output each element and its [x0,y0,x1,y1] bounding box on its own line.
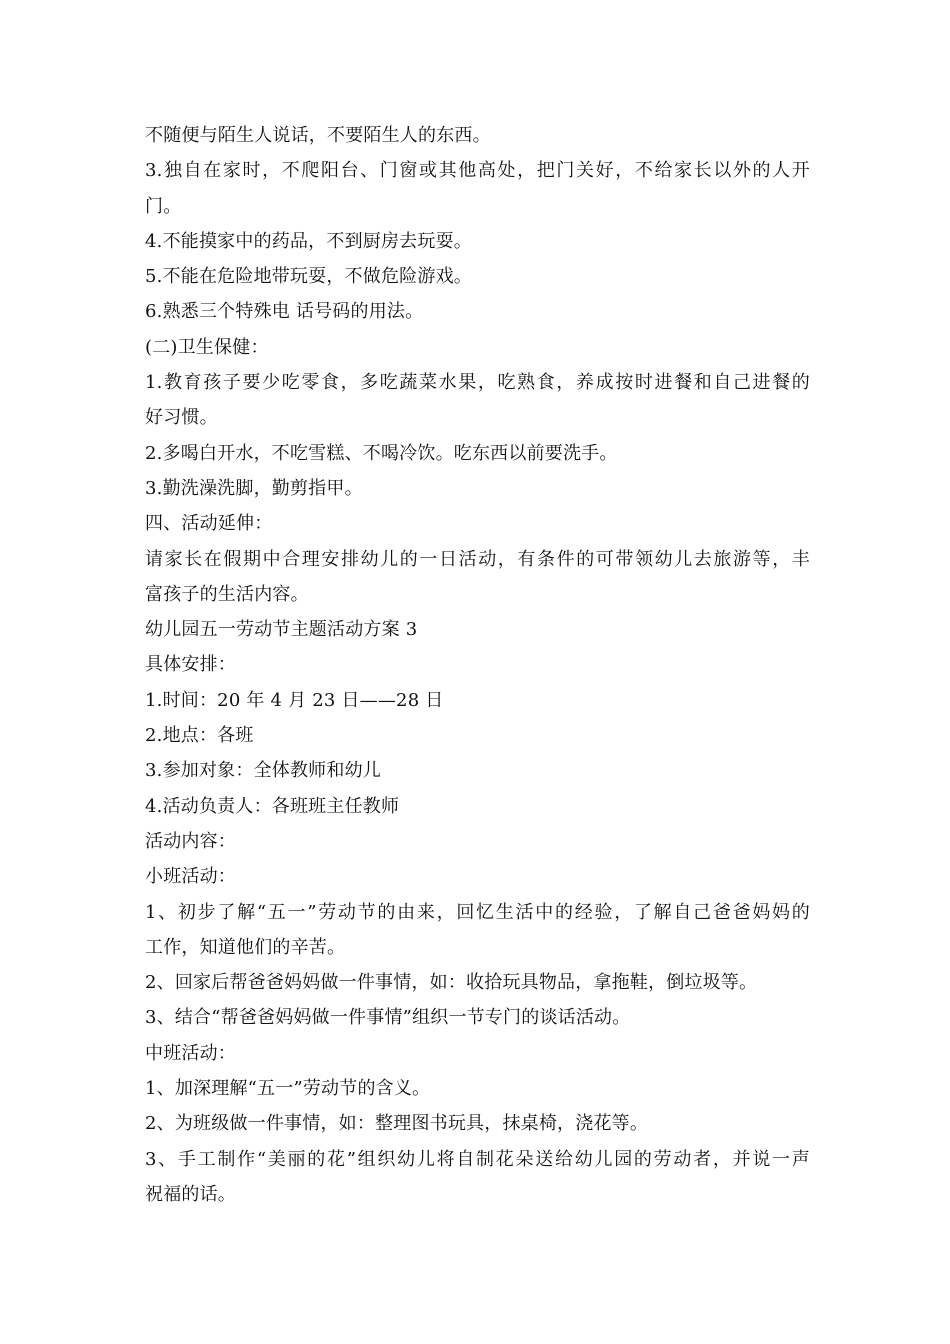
text-line: 1.时间：20 年 4 月 23 日——28 日 [145,689,444,711]
section-heading: 四、活动延伸： [145,513,273,535]
text-line: 请家长在假期中合理安排幼儿的一日活动，有条件的可带领幼儿去旅游等，丰 [145,548,810,570]
text-line: 不随便与陌生人说话，不要陌生人的东西。 [145,125,491,146]
text-line: 2.地点：各班 [145,725,254,747]
text-line: 5.不能在危险地带玩耍，不做危险游戏。 [145,266,472,288]
section-heading: 小班活动： [145,866,236,888]
text-line: 1、加深理解“五一”劳动节的含义。 [145,1078,431,1100]
text-line: 祝福的话。 [145,1183,236,1205]
text-line: 4.不能摸家中的药品，不到厨房去玩耍。 [145,230,472,252]
text-line: 3、结合“帮爸爸妈妈做一件事情”组织一节专门的谈话活动。 [145,1007,631,1029]
text-line: 门。 [145,195,182,217]
text-line: 6.熟悉三个特殊电 话号码的用法。 [145,301,424,323]
section-heading: 中班活动： [145,1042,236,1064]
document-title: 幼儿园五一劳动节主题活动方案 3 [145,619,418,641]
text-line: 2、回家后帮爸爸妈妈做一件事情，如：收拾玩具物品，拿拖鞋，倒垃圾等。 [145,972,758,994]
text-line: 1.教育孩子要少吃零食，多吃蔬菜水果，吃熟食，养成按时进餐和自己进餐的 [145,372,810,394]
text-line: 2.多喝白开水，不吃雪糕、不喝冷饮。吃东西以前要洗手。 [145,442,618,464]
section-heading: 活动内容： [145,830,236,852]
text-line: 4.活动负责人：各班班主任教师 [145,795,400,817]
text-line: 工作，知道他们的辛苦。 [145,936,346,958]
section-heading: 具体安排： [145,654,236,676]
text-line: 3.参加对象：全体教师和幼儿 [145,760,381,782]
text-line: 好习惯。 [145,407,218,429]
text-line: 3.勤洗澡洗脚，勤剪指甲。 [145,477,363,499]
text-line: 3、手工制作“美丽的花”组织幼儿将自制花朵送给幼儿园的劳动者，并说一声 [145,1148,810,1170]
text-line: 1、初步了解“五一”劳动节的由来，回忆生活中的经验，了解自己爸爸妈妈的 [145,901,810,923]
text-line: 3.独自在家时，不爬阳台、门窗或其他高处，把门关好，不给家长以外的人开 [145,160,810,182]
section-heading: (二)卫生保健： [145,336,269,358]
document-body [145,118,810,1212]
text-line: 2、为班级做一件事情，如：整理图书玩具，抹桌椅，浇花等。 [145,1113,649,1135]
text-line: 富孩子的生活内容。 [145,583,309,605]
